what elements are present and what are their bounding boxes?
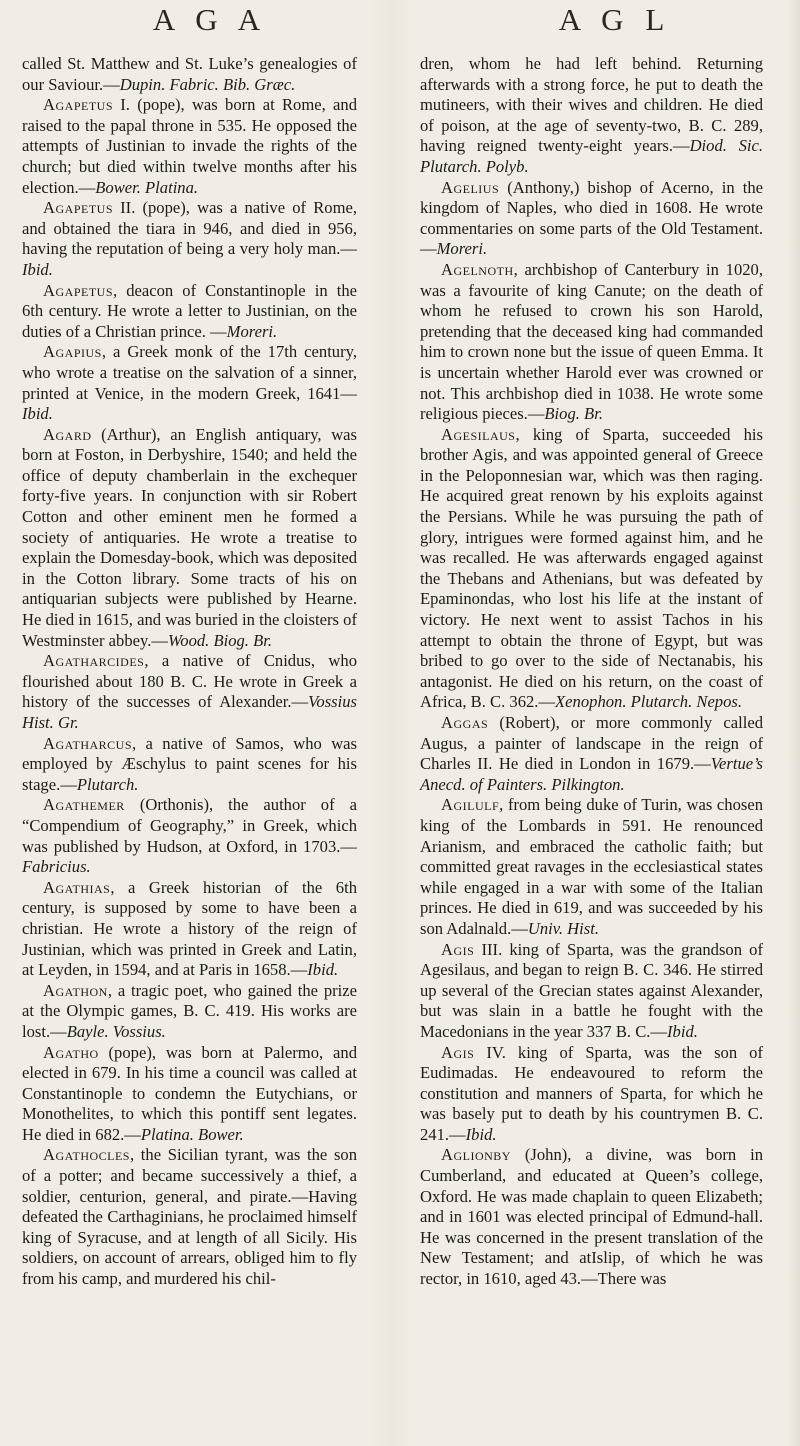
entry-text: , archbishop of Canterbury in 1020, was a favourite of king Canute; on the death of whom he refused to crown his son Harold, pretending that the deceased king had commanded him to crown none but the issue of queen Emma. It is uncertain whether Harold ever was crowned or not. This archbishop died in 1038. He wrote some religious pieces.— bbox=[420, 259, 763, 424]
entry-text: III. king of Sparta, was the grandson of Agesilaus, and began to reign B. C. 346. He stirred up several of the Grecian states against Alexander, but was slain in a battle he fought with the Macedonians in the year 337 B. C.— bbox=[420, 939, 763, 1041]
entry-source: Ibid. bbox=[22, 404, 53, 424]
entry-headword: Agis bbox=[441, 939, 475, 959]
entry-text: , king of Sparta, succeeded his brother Agis, and was appointed general of Greece in the Peloponnesian war, which was then raging. He acquired great renown by his exploits against the Persians. While he was pursuing the path of glory, intrigues were formed against him, and he was recalled. He was afterwards engaged against the Thebans and Athenians, but was defeated by Epaminondas, who lost his life at the instant of victory. He next went to assist Tachos in his attempt to obtain the throne of Egypt, but was bribed to go over to the side of Nectanabis, his antagonist. He died on his return, on the coast of Africa, B. C. 362.— bbox=[420, 424, 763, 712]
right-column bbox=[420, 54, 763, 1290]
entry-headword: Agathemer bbox=[43, 795, 125, 815]
dictionary-entry bbox=[22, 54, 357, 95]
entry-text: (John), a divine, was born in Cumberland, and educated at Queen’s college, Oxford. He was made chaplain to queen Elizabeth; and in 1601 was elected principal of Edmund-hall. He was concerned in the present translation of the New Testament; and atIslip, of which he was rector, in 1610, aged 43.—There was bbox=[420, 1145, 763, 1289]
entry-text: (Orthonis), the author of a “Compendium of Geography,” in Greek, which was published by Hudson, at Oxford, in 1703.— bbox=[22, 795, 357, 856]
entry-source: Bayle. Vossius. bbox=[66, 1021, 166, 1041]
entry-text: , from being duke of Turin, was chosen king of the Lombards in 591. He renounced Arianism, and embraced the catholic faith; but committed great ravages in the ecclesiastical states while engaged in a war with some of the Italian princes. He died in 619, and was succeeded by his son Adalnald.— bbox=[420, 795, 763, 938]
entry-source: Ibid. bbox=[465, 1124, 497, 1144]
entry-source: Platina. Bower. bbox=[140, 1124, 244, 1144]
entry-text: , a Greek monk of the 17th century, who wrote a treatise on the salvation of a sinner, printed at Venice, in the modern Greek, 1641— bbox=[22, 342, 357, 403]
entry-headword: Agapetus bbox=[43, 95, 113, 115]
entry-headword: Agelius bbox=[441, 177, 500, 197]
dictionary-entry bbox=[22, 1145, 357, 1289]
dictionary-entry bbox=[22, 1043, 357, 1146]
entry-text: I. (pope), was born at Rome, and raised to the papal throne in 535. He opposed the attempts of Justinian to invade the rights of the church; but died within twelve months after his election.— bbox=[22, 95, 357, 197]
entry-headword: Agis bbox=[441, 1042, 475, 1062]
entry-headword: Agard bbox=[43, 424, 92, 444]
entry-headword: Agatho bbox=[43, 1042, 99, 1062]
entry-text: , a Greek historian of the 6th century, is supposed by some to have been a christian. He wrote a history of the reign of Justinian, which was printed in Greek and Latin, at Leyden, in 1594, and at Paris in 1658.— bbox=[22, 877, 357, 980]
gutter-shadow bbox=[372, 0, 412, 1446]
entry-source: Diod. Sic. Plutarch. Polyb. bbox=[420, 136, 763, 176]
dictionary-entry bbox=[22, 95, 357, 198]
dictionary-entry bbox=[22, 795, 357, 877]
entry-text: (pope), was born at Palermo, and elected in 679. In his time a council was called at Constantinople to condemn the Eutychians, or Monothelites, to which this pontiff sent legates. He died in 682.— bbox=[22, 1042, 357, 1144]
dictionary-entry bbox=[420, 713, 763, 795]
entry-source: Plutarch. bbox=[76, 774, 139, 794]
dictionary-entry bbox=[22, 198, 357, 280]
entry-headword: Aggas bbox=[441, 713, 489, 732]
entry-source: Wood. Biog. Br. bbox=[167, 630, 273, 650]
entry-headword: Agapius bbox=[43, 342, 102, 362]
entry-source: Xenophon. Plutarch. Nepos. bbox=[555, 692, 743, 712]
entry-text: (Robert), or more commonly called Augus, a painter of landscape in the reign of Charles II. He died in London in 1679.— bbox=[420, 713, 763, 774]
entry-headword: Aglionby bbox=[441, 1145, 511, 1165]
entry-headword: Agilulf bbox=[441, 795, 500, 815]
running-head-right: A G L bbox=[558, 2, 672, 37]
entry-headword: Agathocles bbox=[43, 1145, 130, 1165]
entry-source: Biog. Br. bbox=[544, 404, 603, 424]
entry-text: called St. Matthew and St. Luke’s genealogies of our Saviour.— bbox=[22, 54, 357, 94]
entry-headword: Agatharcus bbox=[43, 733, 132, 753]
running-head-left: A G A bbox=[152, 2, 268, 37]
entry-source: Bower. Platina. bbox=[95, 177, 199, 197]
entry-source: Ibid. bbox=[667, 1021, 698, 1041]
entry-text: IV. king of Sparta, was the son of Eudimadas. He endeavoured to reform the constitution and manners of Sparta, for which he was basely put to death by his countrymen B. C. 241.— bbox=[420, 1042, 763, 1144]
entry-headword: Agesilaus bbox=[441, 424, 516, 444]
entry-headword: Agapetus bbox=[43, 280, 113, 300]
entry-headword: Agapetus bbox=[43, 198, 113, 218]
entry-text: (Anthony,) bishop of Acerno, in the kingdom of Naples, who died in 1608. He wrote commentaries on some parts of the Old Testament.— bbox=[420, 177, 763, 259]
page-edge-shadow bbox=[786, 0, 800, 1446]
dictionary-entry bbox=[420, 178, 763, 260]
entry-source: Univ. Hist. bbox=[527, 918, 599, 938]
dictionary-entry bbox=[22, 651, 357, 733]
dictionary-entry bbox=[420, 1145, 763, 1289]
dictionary-entry bbox=[22, 878, 357, 981]
entry-headword: Agatharcides bbox=[43, 651, 145, 671]
entry-text: , deacon of Constantinople in the 6th century. He wrote a letter to Justinian, on the duties of a Christian prince. — bbox=[22, 280, 357, 341]
entry-text: , a native of Cnidus, who flourished about 180 B. C. He wrote in Greek a history of the successes of Alexander.— bbox=[22, 651, 357, 712]
entry-text: II. (pope), was a native of Rome, and obtained the tiara in 946, and died in 956, having the reputation of being a very holy man.— bbox=[22, 198, 357, 259]
dictionary-entry bbox=[22, 342, 357, 424]
dictionary-entry bbox=[420, 54, 763, 178]
entry-text: , the Sicilian tyrant, was the son of a potter; and became successively a thief, a soldier, centurion, general, and pirate.—Having defeated the Carthaginians, he proclaimed himself king of Syracuse, and at length of all Sicily. His soldiers, on account of arrears, obliged him to fly from his camp, and murdered his chil- bbox=[22, 1145, 357, 1289]
dictionary-entry bbox=[22, 981, 357, 1043]
entry-headword: Agathias bbox=[43, 877, 111, 897]
entry-source: Vertue’s Anecd. of Painters. Pilkington. bbox=[420, 754, 763, 794]
dictionary-entry bbox=[420, 1043, 763, 1146]
dictionary-entry bbox=[420, 260, 763, 425]
entry-text: (Arthur), an English antiquary, was born at Foston, in Derbyshire, 1540; and held the office of deputy chamberlain in the exchequer forty-five years. In conjunction with sir Robert Cotton and other eminent men he formed a society of antiquaries. He wrote a treatise to explain the Domesday-book, which was deposited in the Cotton library. Some tracts of his on antiquarian subjects were published by Hearne. He died in 1615, and was buried in the cloisters of Westminster abbey.— bbox=[22, 424, 357, 650]
dictionary-entry bbox=[420, 425, 763, 713]
entry-source: Ibid. bbox=[307, 960, 339, 980]
dictionary-entry bbox=[420, 795, 763, 939]
dictionary-entry bbox=[22, 281, 357, 343]
entry-source: Vossius Hist. Gr. bbox=[22, 692, 357, 732]
entry-source: Fabricius. bbox=[22, 857, 91, 877]
dictionary-entry bbox=[22, 734, 357, 796]
entry-text: , a native of Samos, who was employed by Æschylus to paint scenes for his stage.— bbox=[22, 733, 357, 794]
entry-source: Moreri. bbox=[436, 239, 488, 259]
entry-headword: Agathon bbox=[43, 980, 108, 1000]
entry-headword: Agelnoth bbox=[441, 259, 514, 279]
entry-source: Ibid. bbox=[22, 259, 53, 279]
entry-text: dren, whom he had left behind. Returning afterwards with a strong force, he put to death the mutineers, with their wives and children. He died of poison, at the age of seventy-two, B. C. 289, having reigned twenty-eight years.— bbox=[420, 54, 763, 156]
entry-source: Dupin. Fabric. Bib. Græc. bbox=[119, 74, 296, 94]
left-column bbox=[22, 54, 357, 1290]
dictionary-entry bbox=[22, 425, 357, 652]
entry-source: Moreri. bbox=[226, 321, 278, 341]
dictionary-entry bbox=[420, 940, 763, 1043]
entry-text: , a tragic poet, who gained the prize at the Olympic games, B. C. 419. His works are lost.— bbox=[22, 980, 357, 1041]
